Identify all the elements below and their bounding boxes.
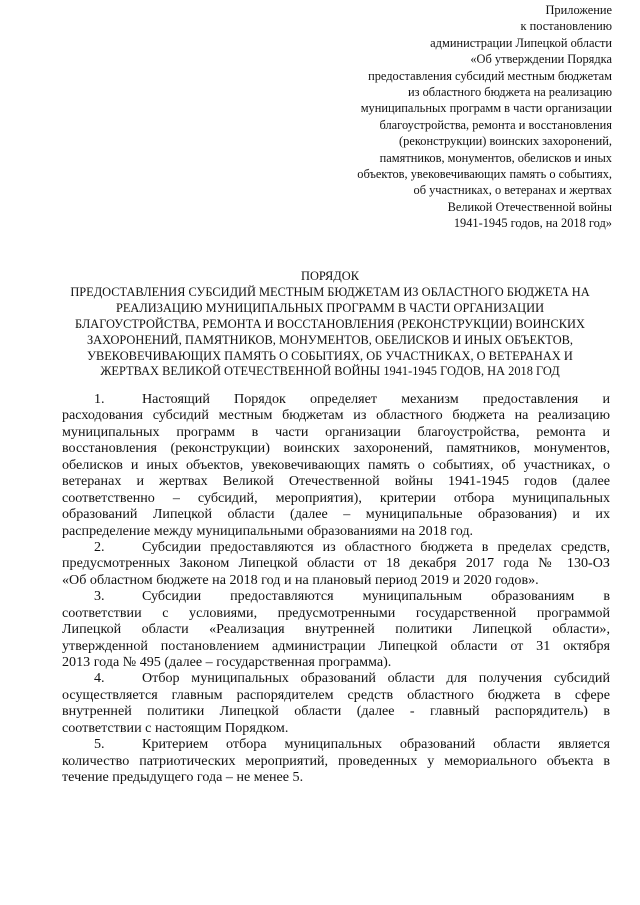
paragraph-line: расходования субсидий местным бюджетам из областного бюджета на реализацию — [62, 407, 610, 424]
appendix-line: Великой Отечественной войны — [447, 199, 612, 214]
paragraph-line: распределение между муниципальными образованиями на 2018 год. — [62, 522, 474, 539]
paragraph-line: муниципальных программ в части организации благоустройства, ремонта и — [62, 423, 610, 440]
paragraph-line: образований Липецкой области (далее – муниципальные образования) и их — [62, 506, 610, 523]
paragraph-text: Субсидии предоставляются муниципальным образованиям в — [142, 588, 610, 605]
paragraph-line: «Об областном бюджете на 2018 год и на плановый период 2019 и 2020 годов». — [62, 571, 539, 588]
paragraph-number: 5. — [94, 736, 105, 753]
appendix-header — [300, 2, 612, 232]
paragraph-text: Отбор муниципальных образований области для получения субсидий — [142, 670, 610, 687]
paragraph-line — [62, 588, 610, 604]
paragraph-number: 1. — [94, 391, 105, 407]
paragraph-line — [62, 539, 610, 555]
paragraph-line: восстановления (реконструкции) воинских захоронений, памятников, монументов, — [62, 440, 610, 457]
paragraph-line — [62, 391, 610, 407]
paragraph-5 — [62, 736, 610, 785]
paragraph-3 — [62, 588, 610, 670]
appendix-line: об участниках, о ветеранах и жертвах — [413, 183, 612, 198]
paragraph-4 — [62, 670, 610, 736]
title-heading: ПОРЯДОК — [301, 269, 359, 283]
paragraph-2 — [62, 539, 610, 588]
paragraph-line: соответствии с условиями, предусмотренными государственной программой — [62, 604, 610, 621]
document-body — [62, 391, 610, 786]
appendix-line: администрации Липецкой области — [430, 35, 612, 50]
paragraph-number: 3. — [94, 588, 105, 605]
appendix-line: «Об утверждении Порядка — [470, 52, 612, 67]
paragraph-line: Липецкой области «Реализация внутренней политики Липецкой области», — [62, 621, 610, 638]
paragraph-text: Субсидии предоставляются из областного бюджета в пределах средств, — [142, 538, 610, 555]
title-line: ПРЕДОСТАВЛЕНИЯ СУБСИДИЙ МЕСТНЫМ БЮДЖЕТАМ ИЗ ОБЛАСТНОГО БЮДЖЕТА НА — [70, 284, 590, 299]
paragraph-line: течение предыдущего года – не менее 5. — [62, 769, 304, 786]
paragraph-line — [62, 736, 610, 752]
appendix-line: памятников, монументов, обелисков и иных — [379, 150, 612, 165]
paragraph-line: обелисков и иных объектов, увековечивающих память о событиях, об участниках, о — [62, 456, 610, 473]
title-line: РЕАЛИЗАЦИЮ МУНИЦИПАЛЬНЫХ ПРОГРАММ В ЧАСТИ ОРГАНИЗАЦИИ — [115, 300, 545, 315]
appendix-line: к постановлению — [520, 19, 612, 34]
document-title — [50, 269, 610, 380]
appendix-line: из областного бюджета на реализацию — [407, 85, 612, 100]
appendix-line: предоставления субсидий местным бюджетам — [368, 68, 612, 83]
paragraph-line: утвержденной постановлением администрации Липецкой области от 31 октября — [62, 637, 610, 654]
paragraph-1 — [62, 391, 610, 539]
appendix-line: благоустройства, ремонта и восстановления — [379, 117, 612, 132]
title-line: БЛАГОУСТРОЙСТВА, РЕМОНТА И ВОССТАНОВЛЕНИЯ (РЕКОНСТРУКЦИИ) ВОИНСКИХ — [75, 316, 585, 331]
paragraph-line — [62, 670, 610, 686]
title-line: ЖЕРТВАХ ВЕЛИКОЙ ОТЕЧЕСТВЕННОЙ ВОЙНЫ 1941-1945 ГОДОВ, НА 2018 ГОД — [100, 364, 560, 379]
appendix-line: муниципальных программ в части организации — [360, 101, 612, 116]
paragraph-number: 4. — [94, 670, 105, 687]
appendix-line: (реконструкции) воинских захоронений, — [399, 134, 612, 149]
paragraph-line: предусмотренных Законом Липецкой области от 18 декабря 2017 года № 130-ОЗ — [62, 555, 610, 572]
paragraph-text: Критерием отбора муниципальных образований области является — [142, 736, 610, 753]
paragraph-line: соответствии с настоящим Порядком. — [62, 719, 289, 736]
paragraph-line: ветеранах и жертвах Великой Отечественной войны 1941-1945 годов (далее — [62, 473, 610, 490]
title-line: УВЕКОВЕЧИВАЮЩИХ ПАМЯТЬ О СОБЫТИЯХ, ОБ УЧАСТНИКАХ, О ВЕТЕРАНАХ И — [87, 348, 573, 363]
appendix-line: Приложение — [545, 3, 612, 17]
appendix-line: 1941-1945 годов, на 2018 год» — [453, 216, 612, 231]
paragraph-line: 2013 года № 495 (далее – государственная программа). — [62, 654, 392, 670]
paragraph-line: количество патриотических мероприятий, проведенных у мемориального объекта в — [62, 752, 610, 769]
paragraph-line: соответственно – субсидий, мероприятия), критерии отбора муниципальных — [62, 489, 610, 506]
paragraph-line: осуществляется главным распорядителем средств областного бюджета в сфере — [62, 686, 610, 703]
paragraph-line: внутренней политики Липецкой области (далее - главный распорядитель) в — [62, 703, 610, 720]
paragraph-text: Настоящий Порядок определяет механизм предоставления и — [142, 391, 610, 407]
paragraph-number: 2. — [94, 538, 105, 555]
title-line: ЗАХОРОНЕНИЙ, ПАМЯТНИКОВ, МОНУМЕНТОВ, ОБЕЛИСКОВ И ИНЫХ ОБЪЕКТОВ, — [86, 332, 574, 347]
appendix-line: объектов, увековечивающих память о событиях, — [357, 167, 612, 182]
